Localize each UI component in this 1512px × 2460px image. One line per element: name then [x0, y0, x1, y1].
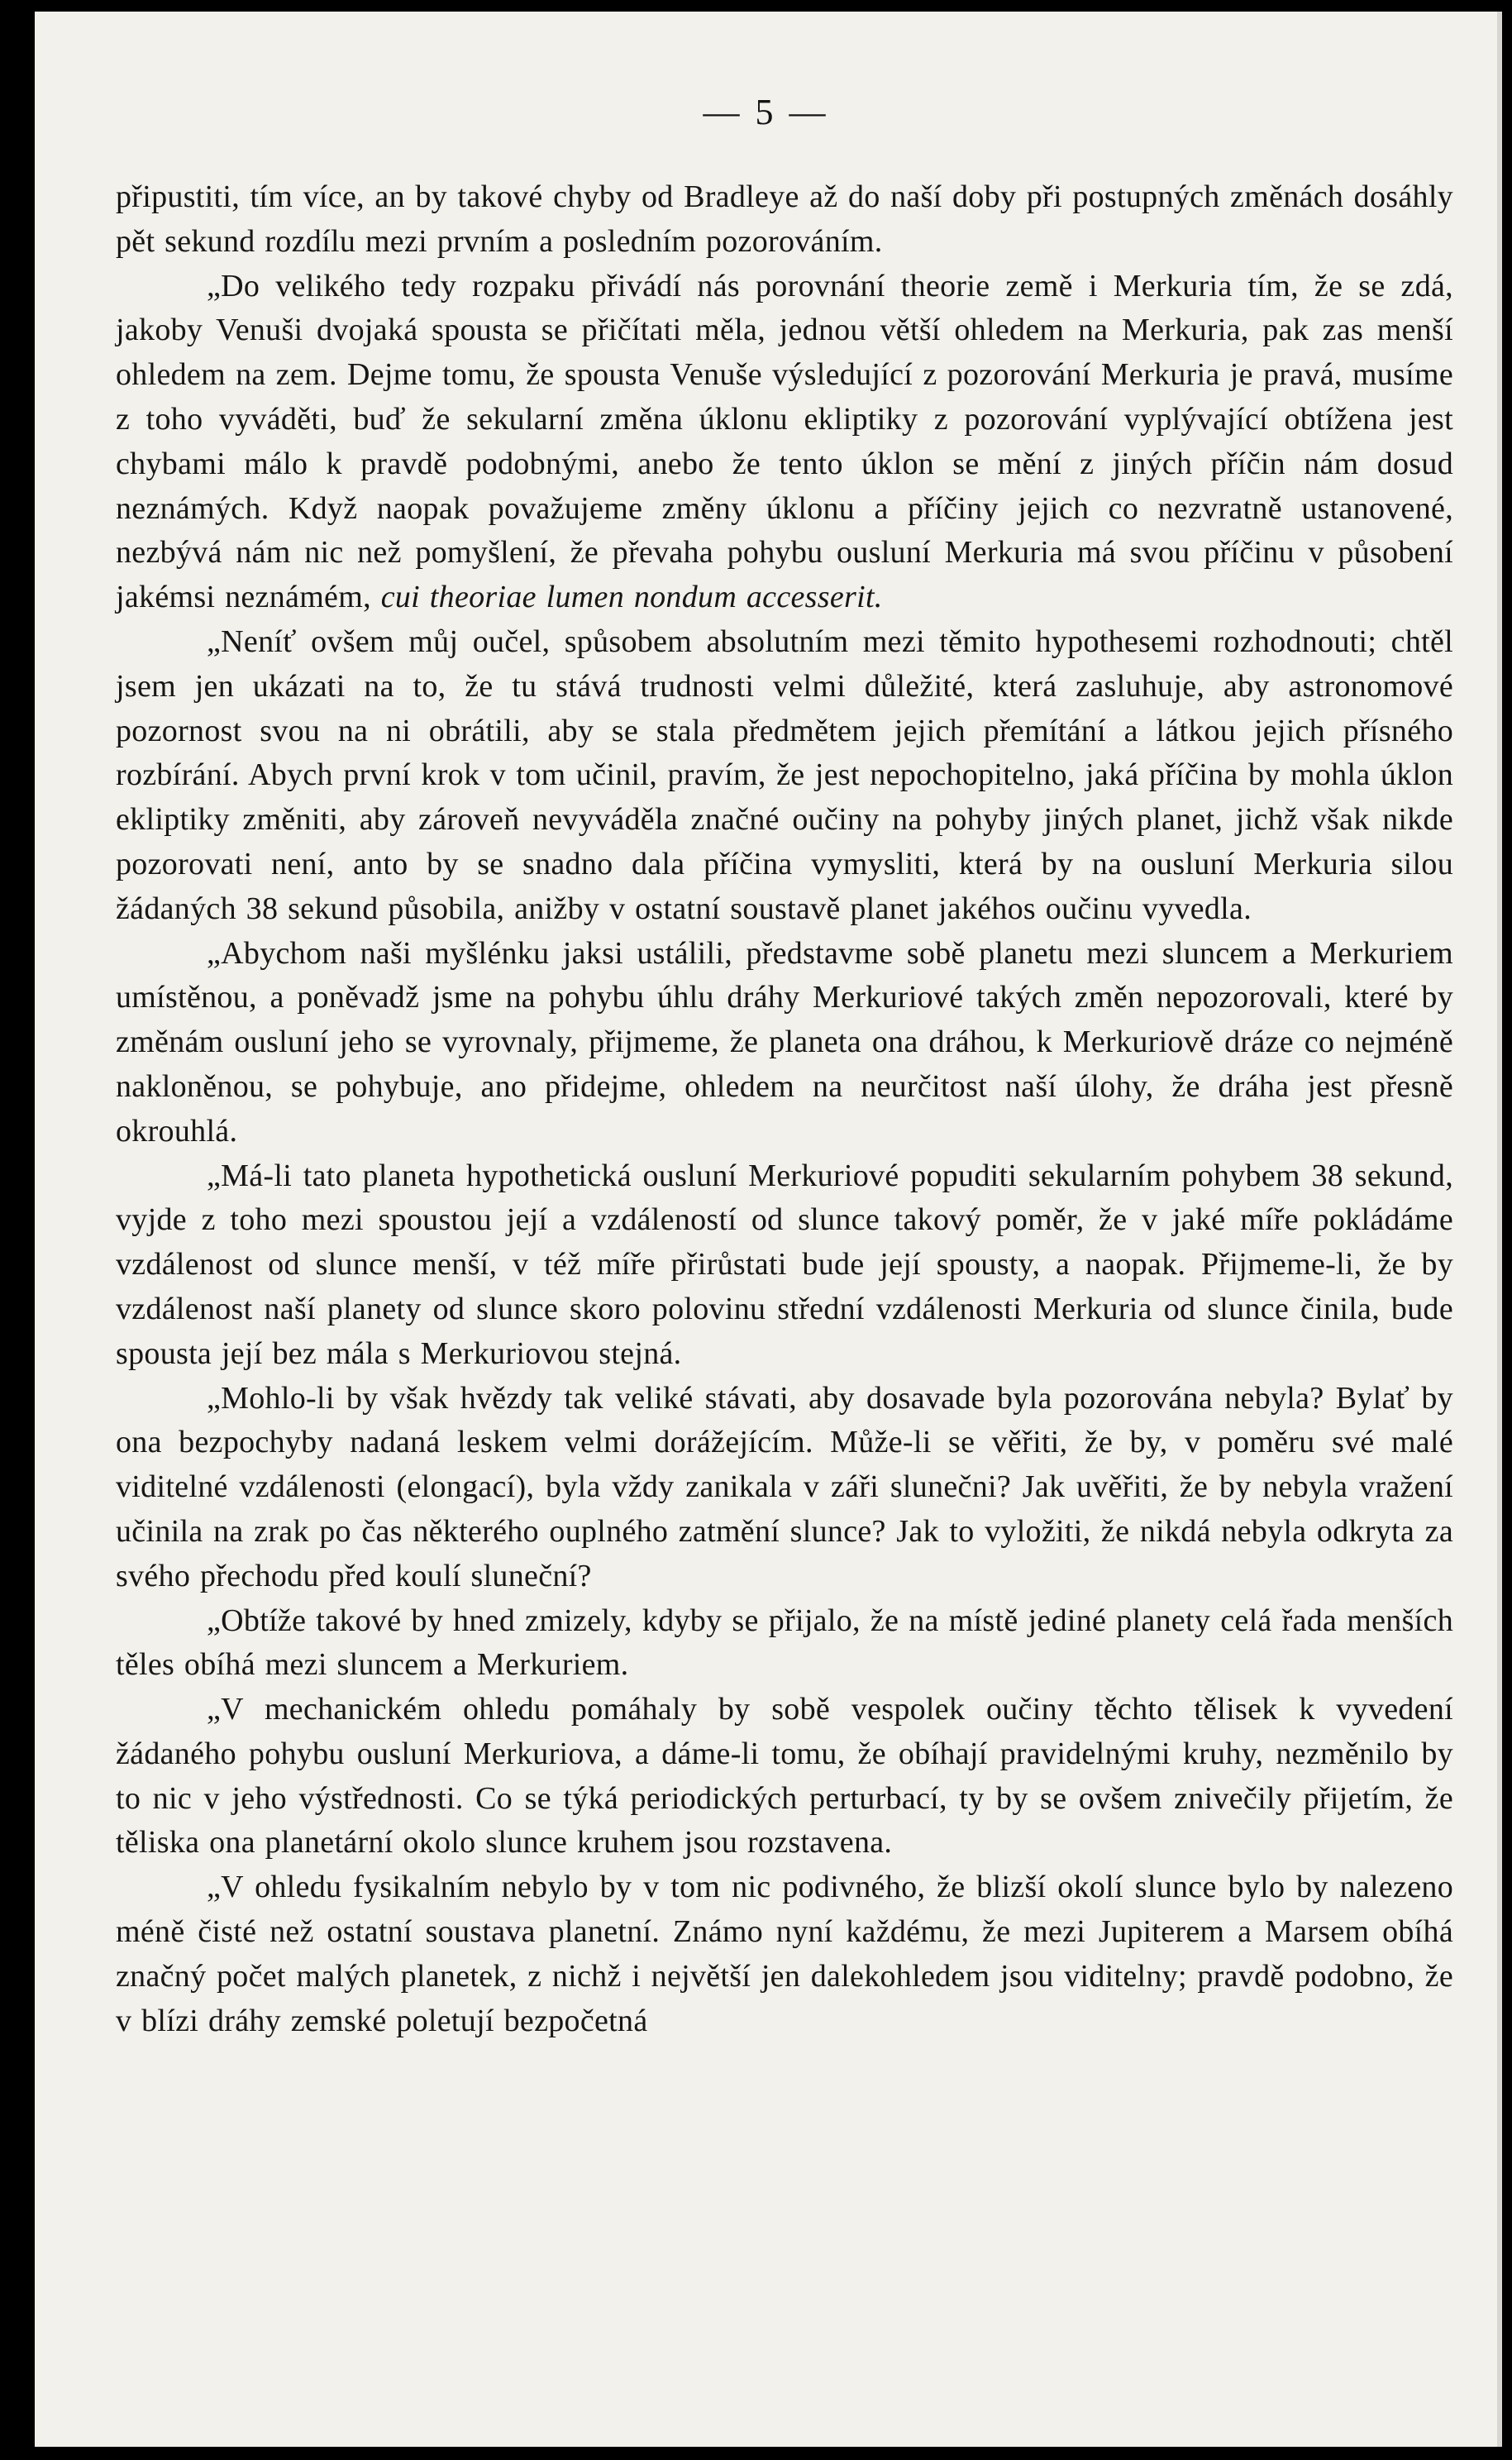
paragraph: „Obtíže takové by hned zmizely, kdyby se přijalo, že na místě jediné planety celá řada menších těles obíhá mezi sluncem a Merkuriem. [116, 1603, 1453, 1683]
paragraph: „V mechanickém ohledu pomáhaly by sobě vespolek oučiny těchto tělisek k vyvedení žádaného pohybu ousluní Merkuriova, a dáme-li tomu, že obíhají pravidelnými kruhy, nezměnilo by to nic v jeho výstřednosti. Co se týká periodických perturbací, ty by se ovšem znivečily přijetím, že těliska ona planetární okolo slunce kruhem jsou rozstavena. [116, 1692, 1453, 1861]
latin-quote: cui theoriae lumen nondum accesserit. [380, 580, 883, 615]
page-scan [35, 12, 1502, 2447]
paragraph: „Neníť ovšem můj oučel, spůsobem absolutním mezi těmito hypothesemi rozhodnouti; chtěl jsem jen ukázati na to, že tu stává trudnosti velmi důležité, která zasluhuje, aby astronomové pozornost svou na ni obrátili, aby se stala předmětem jejich přemítání a látkou jejich přísného rozbírání. Abych první krok v tom učinil, pravím, že jest nepochopitelno, jaká příčina by mohla úklon ekliptiky změniti, aby zároveň nevyváděla značné oučiny na pohyby jiných planet, jichž však nikde pozorovati není, anto by se snadno dala příčina vymysliti, která by na ousluní Merkuria silou žádaných 38 sekund působila, anižby v ostatní soustavě planet jakéhos oučinu vyvedla. [116, 623, 1453, 926]
paragraph: „Abychom naši myšlénku jaksi ustálili, představme sobě planetu mezi sluncem a Merkuriem umístěnou, a poněvadž jsme na pohybu úhlu dráhy Merkuriové takých změn nepozorovali, které by změnám ousluní jeho se vyrovnaly, přijmeme, že planeta ona dráhou, k Merkuriově dráze co nejméně nakloněnou, se pohybuje, ano přidejme, ohledem na neurčitost naší úlohy, že dráha jest přesně okrouhlá. [116, 935, 1453, 1149]
paragraph: připustiti, tím více, an by takové chyby od Bradleye až do naší doby při postupných změnách dosáhly pět sekund rozdílu mezi prvním a posledním pozorováním. [116, 179, 1453, 259]
page-number: — 5 — [703, 92, 829, 132]
paragraph: „Má-li tato planeta hypothetická ousluní Merkuriové popuditi sekularním pohybem 38 sekund, vyjde z toho mezi spoustou její a vzdáleností od slunce takový poměr, že v jaké míře pokládáme vzdálenost od slunce menší, v též míře přirůstati bude její spousty, a naopak. Přijmeme-li, že by vzdálenost naší planety od slunce skoro polovinu střední vzdálenosti Merkuria od slunce činila, bude spousta její bez mála s Merkuriovou stejná. [116, 1158, 1453, 1371]
paragraph: „Mohlo-li by však hvězdy tak veliké stávati, aby dosavade byla pozorována nebyla? Bylať by ona bezpochyby nadaná leskem velmi dorážejícím. Může-li se věřiti, že by, v poměru své malé viditelné vzdálenosti (elongací), byla vždy zanikala v záři slunečni? Jak uvěřiti, že by nebyla vražení učinila na zrak po čas některého ouplného zatmění slunce? Jak to vyložiti, že nikdá nebyla odkryta za svého přechodu před koulí sluneční? [116, 1380, 1453, 1593]
paragraph: „V ohledu fysikalním nebylo by v tom nic podivného, že blizší okolí slunce bylo by nalezeno méně čisté než ostatní soustava planetní. Známo nyní každému, že mezi Jupiterem a Marsem obíhá značný počet malých planetek, z nichž i největší jen dalekohledem jsou viditelny; pravdě podobno, že v blízi dráhy zemské poletují bezpočetná [116, 1870, 1453, 2038]
paragraph [116, 265, 1453, 620]
body-text [116, 175, 1453, 2043]
paragraph-text: „Do velikého tedy rozpaku přivádí nás porovnání theorie země i Merkuria tím, že se zdá, jakoby Venuši dvojaká spousta se přičítati měla, jednou větší ohledem na Merkuria, pak zas menší ohledem na zem. Dejme tomu, že spousta Venuše výsledující z pozorování Merkuria je pravá, musíme z toho vyváděti, buď že sekularní změna úklonu ekliptiky z pozorování vyplývající obtížena jest chybami málo k pravdě podobnými, anebo že tento úklon se mění z jiných příčin nám dosud neznámých. Když naopak považujeme změny úklonu a příčiny jejich co nezvratně ustanovené, nezbývá nám nic než pomyšlení, že převaha pohybu ousluní Merkuria má svou příčinu v působení jakémsi neznámém, [116, 268, 1453, 615]
